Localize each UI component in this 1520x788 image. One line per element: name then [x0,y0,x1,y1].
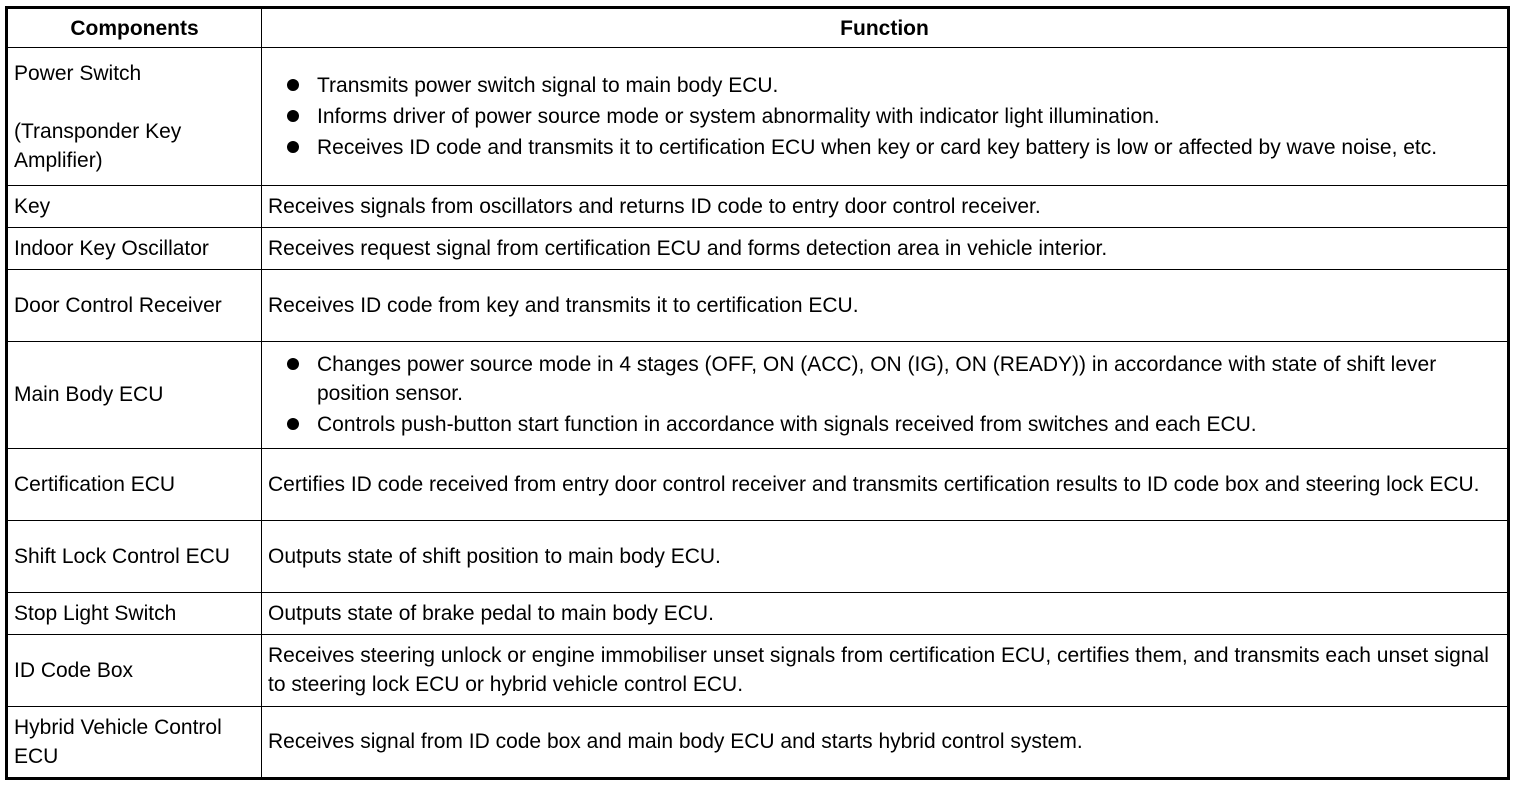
component-cell [7,634,262,706]
component-name: Indoor Key Oscillator [14,237,209,261]
components-function-table [5,6,1510,780]
header-row [7,8,1509,48]
component-cell [7,706,262,778]
function-bullet-list [268,350,1501,439]
function-cell [262,592,1509,634]
component-cell [7,592,262,634]
table-row [7,634,1509,706]
function-bullet-item: Transmits power switch signal to main body ECU. [268,71,1501,100]
function-text: Receives request signal from certification ECU and forms detection area in vehicle interior. [268,237,1108,261]
table-row [7,448,1509,520]
function-text: Receives ID code from key and transmits it to certification ECU. [268,294,859,318]
component-name: Certification ECU [14,472,176,496]
table-row [7,342,1509,448]
function-bullet-list [268,71,1501,162]
function-bullet-item: Controls push-button start function in accordance with signals received from switches and each ECU. [268,410,1501,439]
function-text: Receives steering unlock or engine immobiliser unset signals from certification ECU, certifies them, and transmits each unset signal to steering lock ECU or hybrid vehicle control ECU. [268,644,1489,697]
component-gap [14,88,255,117]
component-cell [7,228,262,270]
function-text: Outputs state of shift position to main body ECU. [268,544,721,568]
function-cell [262,228,1509,270]
component-cell [7,342,262,448]
function-cell [262,634,1509,706]
component-cell [7,186,262,228]
header-components: Components [7,8,262,48]
component-name: Hybrid Vehicle Control ECU [14,715,222,768]
function-bullet-item: Receives ID code and transmits it to certification ECU when key or card key battery is low or affected by wave noise, etc. [268,133,1501,162]
component-name: (Transponder Key Amplifier) [14,119,182,172]
component-name: Power Switch [14,61,142,85]
table-row [7,228,1509,270]
component-name: Main Body ECU [14,383,164,407]
component-cell [7,520,262,592]
function-text: Certifies ID code received from entry door control receiver and transmits certification results to ID code box and steering lock ECU. [268,472,1480,496]
function-cell [262,342,1509,448]
component-cell [7,270,262,342]
function-text: Receives signals from oscillators and returns ID code to entry door control receiver. [268,195,1041,219]
table-row [7,520,1509,592]
table-row [7,270,1509,342]
table-row [7,48,1509,186]
function-cell [262,270,1509,342]
table-body [7,48,1509,779]
table-row [7,706,1509,778]
function-text: Receives signal from ID code box and main body ECU and starts hybrid control system. [268,730,1083,754]
component-name: Key [14,195,51,219]
component-cell [7,448,262,520]
component-name: Door Control Receiver [14,294,222,318]
table-row [7,186,1509,228]
function-cell [262,48,1509,186]
function-cell [262,706,1509,778]
component-name: ID Code Box [14,658,134,682]
header-function: Function [262,8,1509,48]
function-cell [262,448,1509,520]
component-cell [7,48,262,186]
component-name: Stop Light Switch [14,601,177,625]
function-bullet-item: Changes power source mode in 4 stages (OFF, ON (ACC), ON (IG), ON (READY)) in accordance with state of shift lever position sensor. [268,350,1501,408]
table-row [7,592,1509,634]
function-bullet-item: Informs driver of power source mode or system abnormality with indicator light illumination. [268,102,1501,131]
function-cell [262,520,1509,592]
function-cell [262,186,1509,228]
function-text: Outputs state of brake pedal to main body ECU. [268,601,714,625]
component-name: Shift Lock Control ECU [14,544,230,568]
